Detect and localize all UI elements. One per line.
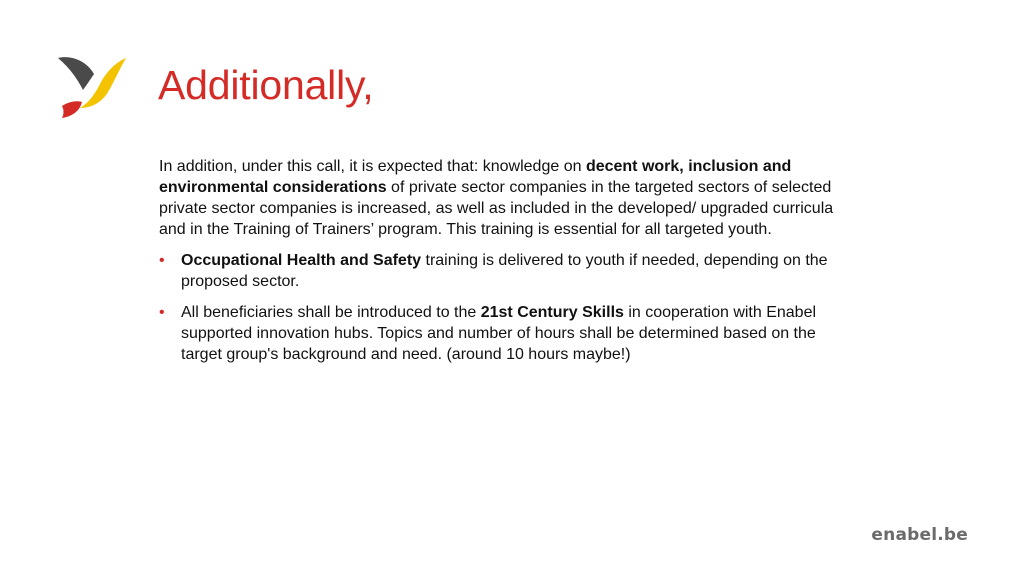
- bullet-list: [159, 250, 859, 365]
- intro-paragraph: [159, 156, 859, 240]
- bullet-icon: •: [159, 304, 165, 321]
- bullet-1-text: training is delivered to youth if needed, depending on the proposed sector.: [181, 252, 828, 290]
- bullet-icon: •: [159, 252, 165, 269]
- bullet-1-bold: Occupational Health and Safety: [181, 252, 422, 269]
- list-item: [159, 250, 859, 292]
- bullet-2-text-after: in cooperation with Enabel supported innovation hubs. Topics and number of hours shall be determined based on the target group's background and need. (around 10 hours maybe!): [181, 304, 817, 363]
- enabel-logo-icon: [56, 54, 128, 120]
- page-title: Additionally,: [158, 62, 374, 108]
- intro-text-1: In addition, under this call, it is expected that: knowledge on: [159, 158, 586, 175]
- bullet-2-bold: 21st Century Skills: [480, 304, 624, 321]
- intro-bold-1: decent work, inclusion and environmental considerations: [159, 158, 792, 196]
- footer-brand-link[interactable]: enabel.be: [871, 525, 968, 545]
- bullet-2-text-before: All beneficiaries shall be introduced to the: [181, 304, 481, 321]
- intro-text-2: of private sector companies in the targeted sectors of selected private sector companies is increased, as well as included in the developed/ upgraded curricula and in the Training of Trainers’ program. This training is essential for all targeted youth.: [159, 179, 834, 238]
- list-item: [159, 302, 859, 365]
- slide-body: [159, 156, 859, 375]
